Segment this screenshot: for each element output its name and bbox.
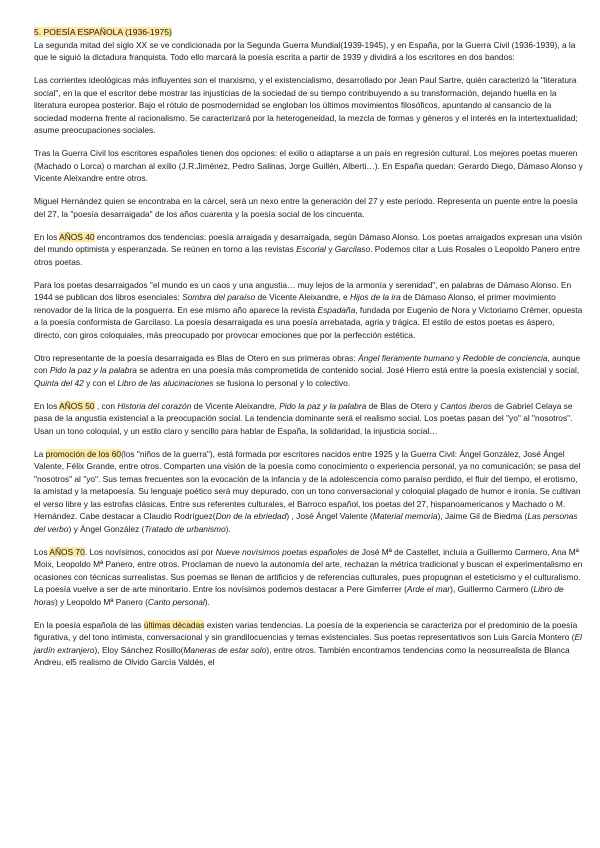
section-title	[34, 26, 584, 39]
paragraph-civil-war: Tras la Guerra Civil los escritores españoles tienen dos opciones: el exilio o adaptarse a un país en regresión cultural. Los mejores poetas mueren (Machado o Lorca) o marchan al exilio (J.R.Jiménez, Pedro Salinas, Jorge Guillén, Alberti…). En España quedan: Gerardo Diego, Dámaso Alonso y Vicente Aleixandre entre otros.	[34, 148, 583, 183]
paragraph-desarraigados: Para los poetas desarraigados "el mundo es un caos y una angustia… muy lejos de la armonía y serenidad", en palabras de Dámaso Alonso. En 1944 se publican dos libros esenciales: Sombra del paraíso de Vicente Aleixandre, e Hijos de la ira de Dámaso Alonso, el primer movimiento renovador de la lírica de la posguerra. En ese mismo año aparece la revista Espadaña, fundada por Eugenio de Nora y Victoriamo Crémer, opuesta a la poesía conformista de Garcilaso. La poesía desarraigada es una poesía arrebatada, agria y trágica. El estilo de estos poetas es áspero, directo, con giros coloquiales, más preocupado por provocar emociones que por la perfección estética.	[34, 279, 583, 340]
paragraph-blas-de-otero: Otro representante de la poesía desarraigada es Blas de Otero en sus primeras obras: Ángel fieramente humano y Redoble de conciencia, aunque con Pido la paz y la palabra se adentra en una poesía más comprometida de contenido social. José Hierro está entre la poesía existencial y social, Quinta del 42 y con el Libro de las alucinaciones se fusiona lo personal y lo colectivo.	[34, 352, 581, 388]
paragraph-promocion-60: La promoción de los 60(los "niños de la guerra"), está formada por escritores nacidos entre 1925 y la Guerra Civil: Ángel González, José Ángel Valente, Félix Grande, entre otros. Comparten una visión de la poesía como conocimiento o experiencia personal, ya no comunicación; se pasa del "nosotros" al "yo". Sus temas frecuentes son la evocación de la infancia y de la adolescencia como paraíso perdido, el fluir del tiempo, el erotismo, la amistad y la metapoesía. Su lenguaje poético será muy depurado, con un tono conversacional y coloquial plagado de humor e ironía. Se cultivan el verso libre y las estrofas clásicas. Entre sus referentes culturales, el Barroco español, los poetas del 27, hispanoamericanos y Machado o M. Hernández. Cabe destacar a Claudio Rodríguez(Don de la ebriedad) , José Ángel Valente (Material memoria), Jaime Gil de Biedma (Las personas del verbo) y Ángel González (Tratado de urbanismo).	[34, 448, 581, 534]
paragraph-anos-40: En los AÑOS 40 encontramos dos tendencias: poesía arraigada y desarraigada, según Dámaso Alonso. Los poetas arraigados expresan una visión del mundo optimista y esperanzada. Se reúnen en torno a las revistas Escorial y Garcilaso. Podemos citar a Luis Rosales o Leopoldo Panero entre otros poetas.	[34, 231, 582, 267]
section-title-text: 5. POESÍA ESPAÑOLA (1936-1975)	[34, 27, 172, 37]
paragraph-miguel-hernandez: Miguel Hernández quien se encontraba en la cárcel, será un nexo entre la generación del 27 y este periodo. Representa un puente entre la poesía del 27, la "poesía desarraigada" de los años cuarenta y la poesía social de los cincuenta.	[34, 196, 578, 219]
highlight-anos-50: AÑOS 50	[59, 400, 95, 411]
highlight-ultimas-decadas: últimas décadas	[143, 619, 205, 630]
paragraph-intro: La segunda mitad del siglo XX se ve condicionada por la Segunda Guerra Mundial(1939-1945), y en España, por la Guerra Civil (1936-1939), a la que le siguió la dictadura franquista. Todo ello marcará la poesía escrita a partir de 1939 y dividirá a los escritores en dos bandos:	[34, 39, 576, 62]
paragraph-ultimas-decadas: En la poesía española de las últimas décadas existen varias tendencias. La poesía de la experiencia se caracteriza por el predominio de la poesía figurativa, y del tono intimista, conversacional y sin grandilocuencias y temas existenciales. Sus poetas representativos son Luis García Montero (El jardín extranjero), Eloy Sánchez Rosillo(Maneras de estar solo), entre otros. También encontramos tendencias como la neosurrealista de Blanca Andreu, el5 realismo de Olvido García Valdés, el	[34, 619, 582, 667]
paragraph-ideologies: Las corrientes ideológicas más influyentes son el marxismo, y el existencialismo, desarrollado por Jean Paul Sartre, quién caracterizó la "literatura social", en la que el escritor debe mostrar las injusticias de la sociedad de su tiempo contribuyendo a su transformación, dejando huella en la literatura europea posterior. Bajo el rótulo de posmodernidad se engloban los últimos movimientos filosóficos, apuntando al cansancio de la sociedad moderna frente al racionalismo. Se caracterizará por la heterogeneidad, la mezcla de formas y géneros y el interés en la intertextualidad; asume preocupaciones sociales.	[34, 75, 578, 135]
paragraph-anos-70: Los AÑOS 70. Los novísimos, conocidos así por Nueve novísimos poetas españoles de José Mª de Castellet, incluía a Guillermo Carmero, Ana Mª Moix, Leopoldo Mª Panero, entre otros. Proclaman de nuevo la autonomía del arte, rechazan la métrica tradicional y buscan el experimentalismo en ocasiones con técnicas surrealistas. Sus poemas se llenan de artificios y de referencias culturales, pues propugnan el esteticismo y el culturalismo. La poesía vuelve a ser de arte minoritario. Entre los novísimos podemos destacar a Pere Gimferrer (Arde el mar), Guillermo Carmero (Libro de horas) y Leopoldo Mª Panero (Canto personal).	[34, 546, 583, 607]
paragraph-anos-50: En los AÑOS 50 , con Historia del corazón de Vicente Aleixandre, Pido la paz y la palabra de Blas de Otero y Cantos iberos de Gabriel Celaya se pasa de la angustia existencial a la preocupación social. La tendencia dominante será el realismo social. Los poetas pasan del "yo" al "nosotros". Usan un tono coloquial, y un estilo claro y sencillo para hablar de España, la solidaridad, la injusticia social…	[34, 400, 573, 436]
highlight-anos-40: AÑOS 40	[59, 231, 95, 242]
highlight-anos-70: AÑOS 70	[49, 546, 85, 557]
highlight-promocion-60: promoción de los 60	[45, 448, 122, 459]
